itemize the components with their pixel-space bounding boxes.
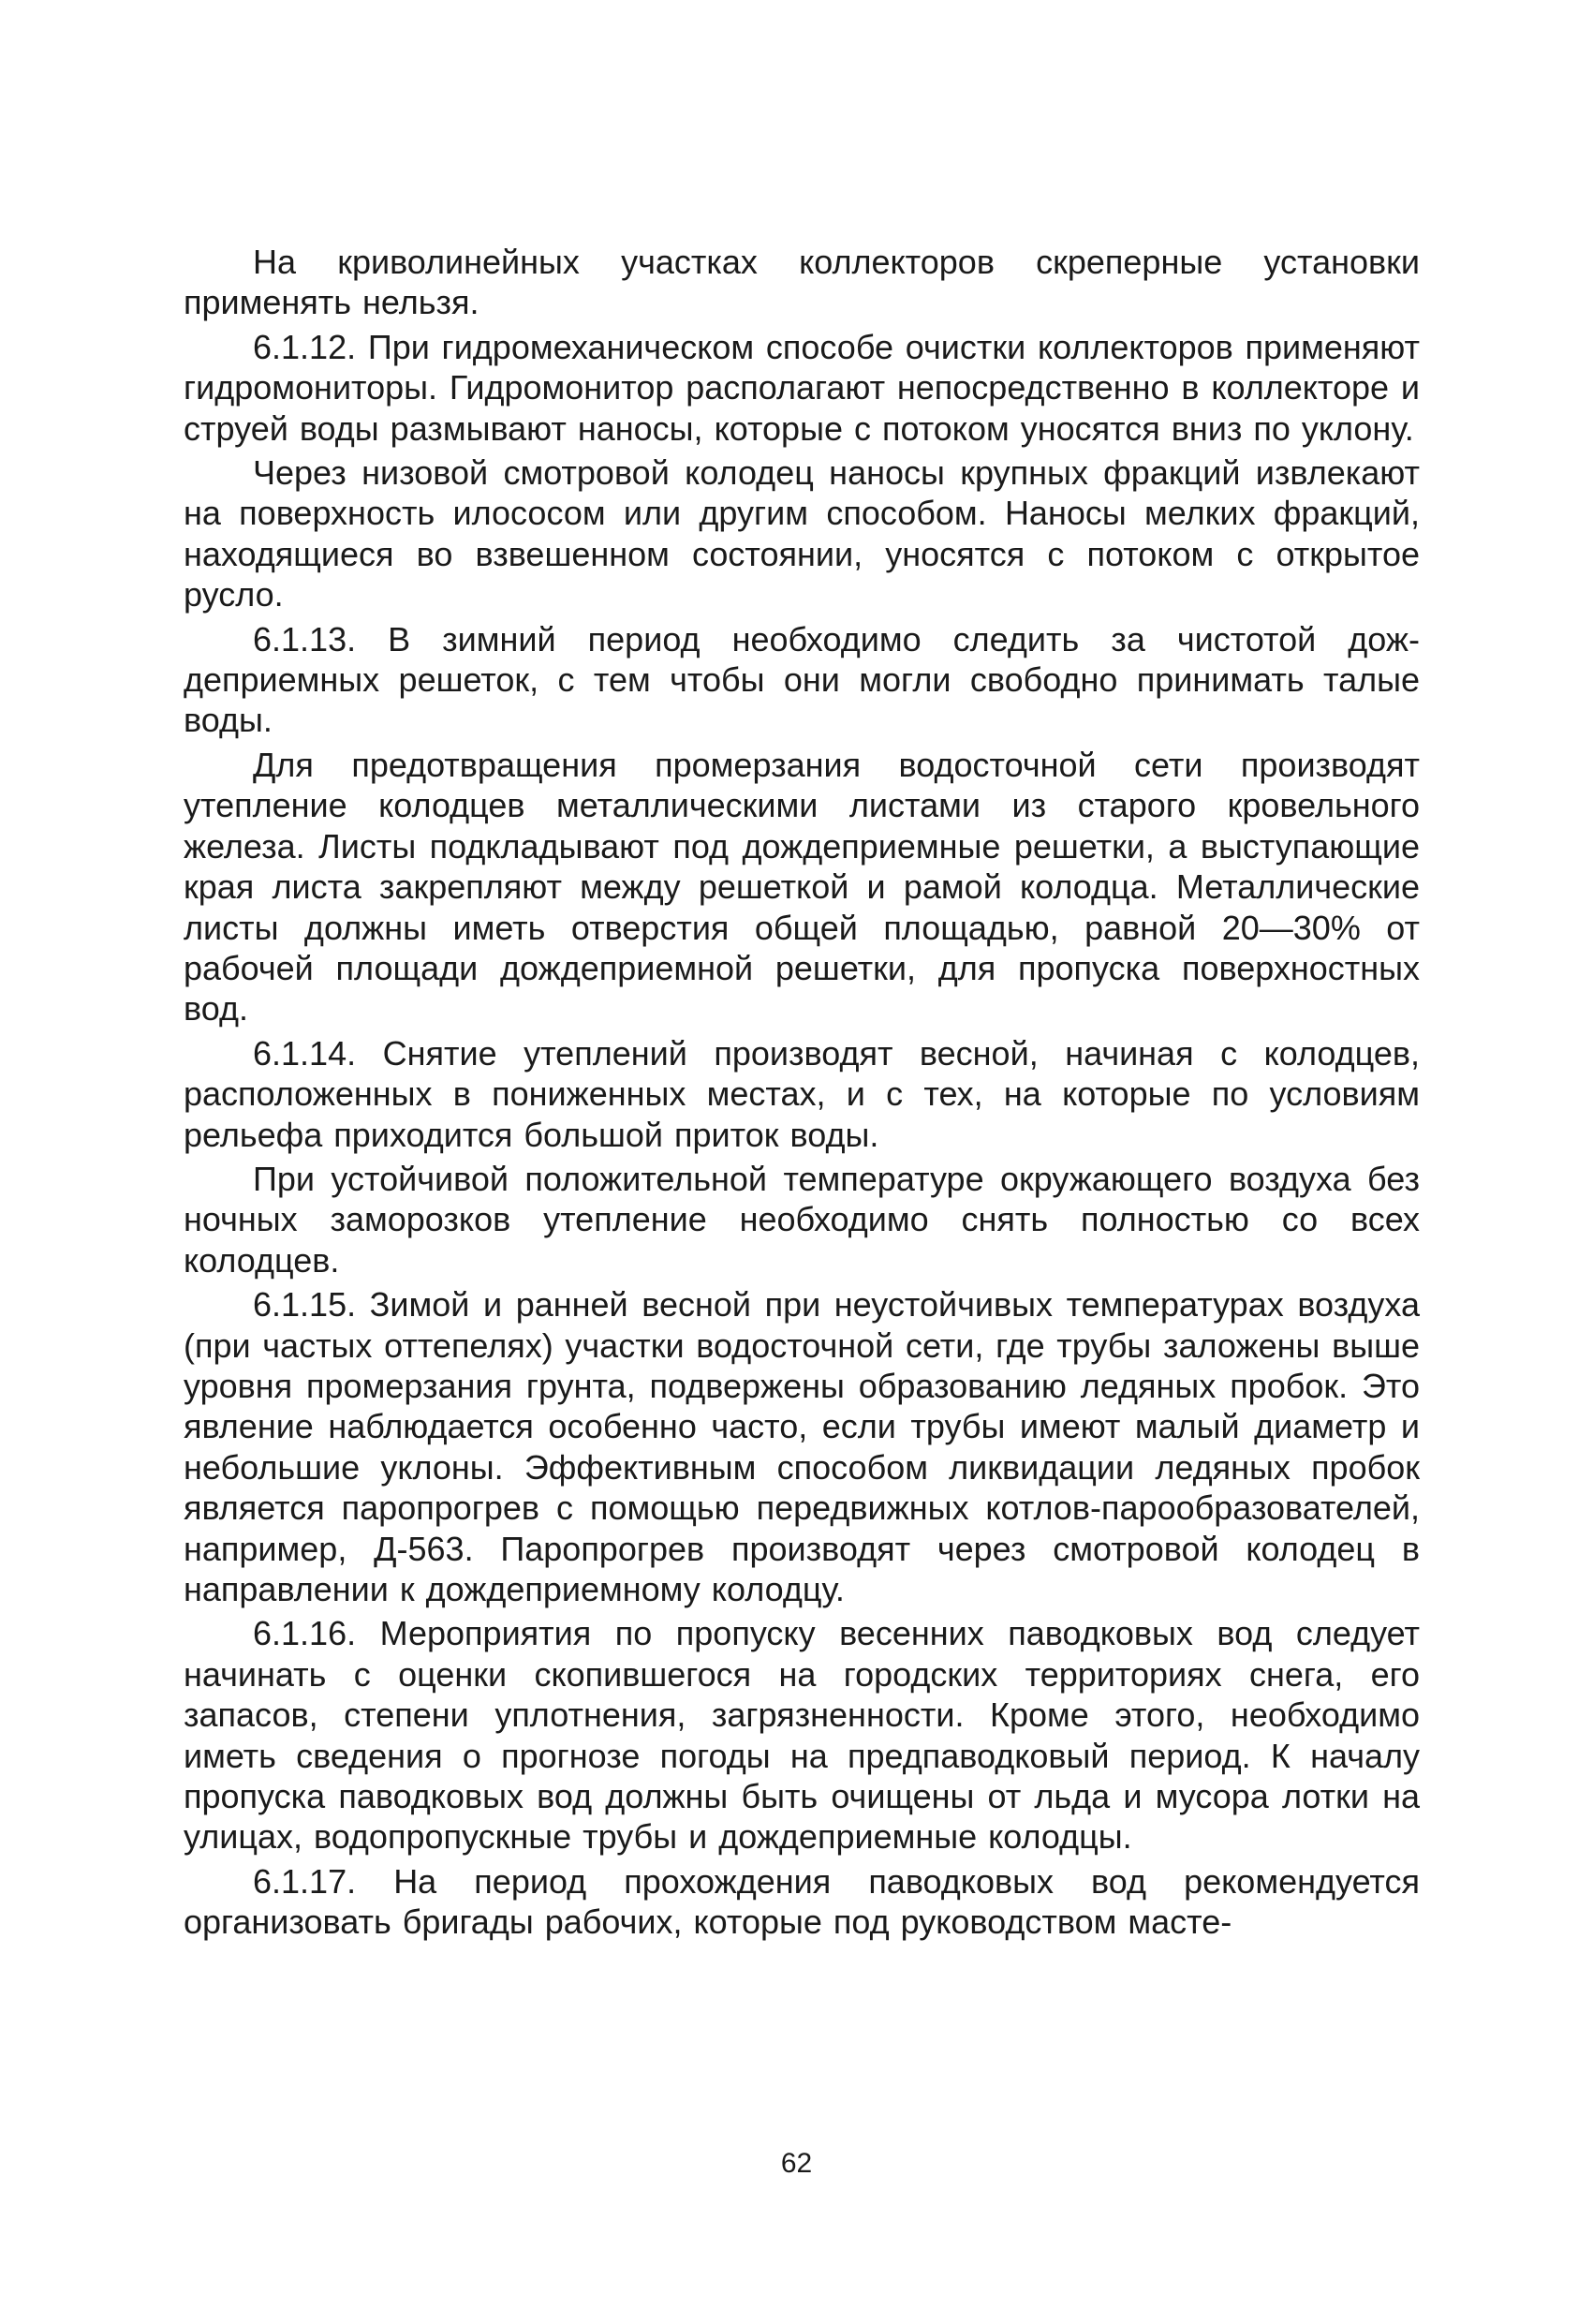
paragraph-6-1-14: 6.1.14. Снятие утеплений производят весной, начиная с колодцев, расположенных в пониженных местах, и с тех, на которые по условиям рельефа приходится большой приток воды.: [184, 1033, 1420, 1154]
paragraph-insulation-removal: При устойчивой положительной температуре окружающего воздуха без ночных заморозков утепление необходимо снять полностью со всех колодцев.: [184, 1159, 1420, 1280]
paragraph-6-1-12: 6.1.12. При гидромеханическом способе очистки коллекторов применяют гидромониторы. Гидромонитор располагают непосредственно в коллекторе и струей воды размывают наносы, которые с потоком уносятся вниз по уклону.: [184, 327, 1420, 448]
paragraph-freezing-prevention: Для предотвращения промерзания водосточной сети производят утепление колодцев металлическими листами из старого кровельного железа. Листы подкладывают под дождеприемные решетки, а выступающие края листа закрепляют между решеткой и рамой колодца. Металлические листы должны иметь отверстия общей площадью, равной 20—30% от рабочей площади дождеприемной решетки, для пропуска поверхностных вод.: [184, 745, 1420, 1029]
paragraph-sediment-removal: Через низовой смотровой колодец наносы крупных фракций извлекают на поверхность илососом или другим способом. Наносы мелких фракций, находящиеся во взвешенном состоянии, уносятся с потоком с открытое русло.: [184, 453, 1420, 614]
paragraph-scraper-curved-sections: На криволинейных участках коллекторов скреперные установки применять нельзя.: [184, 243, 1420, 322]
page-number: 62: [780, 2148, 813, 2179]
paragraph-6-1-16: 6.1.16. Мероприятия по пропуску весенних паводковых вод следует начинать с оценки скопившегося на городских территориях снега, его запасов, степени уплотнения, загрязненности. Кроме этого, необходимо иметь сведения о прогнозе погоды на предпаводковый период. К началу пропуска паводковых вод должны быть очищены от льда и мусора лотки на улицах, водопропускные трубы и дождеприемные колодцы.: [184, 1614, 1420, 1857]
document-body: [184, 242, 1420, 1947]
paragraph-6-1-15: 6.1.15. Зимой и ранней весной при неустойчивых температурах воздуха (при частых оттепелях) участки водосточной сети, где трубы заложены выше уровня промерзания грунта, подвержены образованию ледяных пробок. Это явление наблюдается особенно часто, если трубы имеют малый диаметр и небольшие уклоны. Эффективным способом ликвидации ледяных пробок является паропрогрев с помощью передвижных котлов-парообразователей, например, Д-563. Паропрогрев производят через смотровой колодец в направлении к дождеприемному колодцу.: [184, 1285, 1420, 1608]
paragraph-6-1-17: 6.1.17. На период прохождения паводковых вод рекомендуется организовать бригады рабочих, которые под руководством масте-: [184, 1861, 1420, 1942]
paragraph-6-1-13: 6.1.13. В зимний период необходимо следить за чистотой дождеприемных решеток, с тем чтобы они могли свободно принимать талые воды.: [184, 619, 1420, 740]
